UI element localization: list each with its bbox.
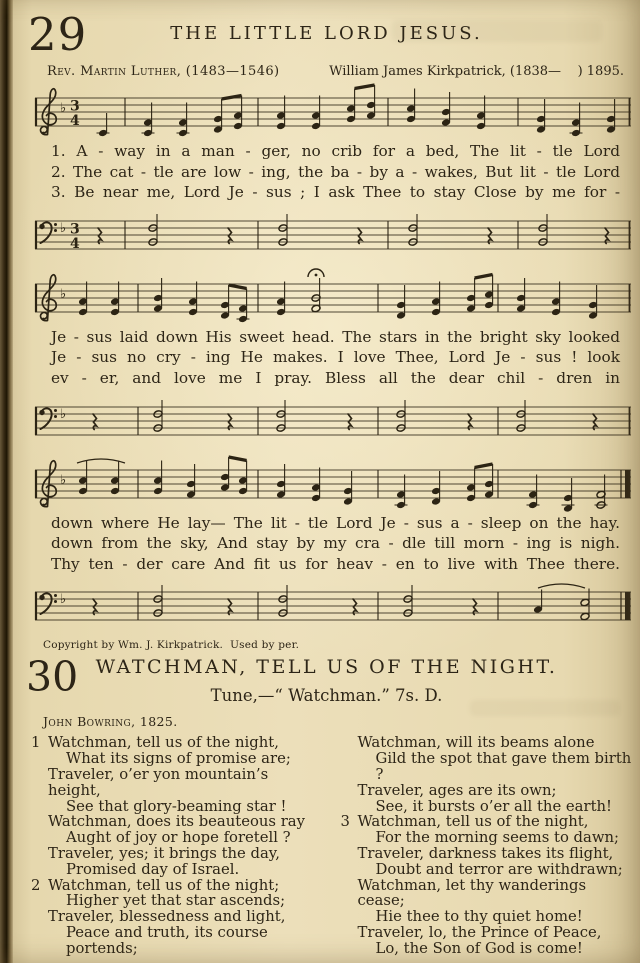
- verse-line: 3 Watchman, tell us of the night,: [340, 813, 589, 831]
- hymn-30-number: 30: [26, 653, 79, 702]
- bass-staff-system-2: [33, 391, 633, 445]
- treble-staff-system-1: [33, 82, 633, 140]
- music-system-1: [13, 82, 640, 259]
- book-binding-edge: [0, 0, 13, 963]
- hymn-29-number: 29: [28, 8, 88, 61]
- lyric-line: Je - sus laid down His sweet head. The stars in the bright sky looked: [51, 327, 620, 346]
- verse-line: Peace and truth, its course portends;: [66, 923, 268, 957]
- verse-line: Higher yet that star ascends;: [66, 892, 286, 910]
- verse-line: Aught of joy or hope foretell ?: [66, 829, 291, 847]
- verse-line: For the morning seems to dawn;: [375, 829, 620, 847]
- lyric-line: 1. A - way in a man - ger, no crib for a bed, The lit - tle Lord: [51, 142, 620, 160]
- svg-text:♭: ♭: [60, 406, 67, 422]
- verse-line: Hie thee to thy quiet home!: [375, 908, 583, 926]
- verse-line: Traveler, yes; it brings the day,: [48, 844, 280, 862]
- verse-column-left: [27, 735, 325, 956]
- hymn-30-title: WATCHMAN, TELL US OF THE NIGHT.: [95, 656, 558, 679]
- lyric-line: 3. Be near me, Lord Je - sus ; I ask Thee to stay Close by me for -: [51, 183, 620, 202]
- bass-staff-system-1: [33, 205, 633, 259]
- hymn-29-composer: William James Kirkpatrick, (1838— ) 1895.: [329, 64, 624, 79]
- svg-text:3: 3: [70, 98, 80, 115]
- verse-line: Traveler, ages are its own;: [357, 781, 557, 799]
- lyrics-system-1: [51, 141, 620, 203]
- lyrics-system-2: [51, 327, 620, 389]
- verse-line: Promised day of Israel.: [66, 860, 240, 878]
- verse-line: See that glory-beaming star !: [66, 797, 287, 815]
- verse-line: 1 Watchman, tell us of the night,: [31, 734, 279, 752]
- verse-line: Traveler, darkness takes its flight,: [357, 844, 614, 862]
- verse-line: Watchman, does its beauteous ray: [48, 813, 305, 831]
- music-system-3: [13, 454, 640, 631]
- lyric-line: down from the sky, And stay by my cra - dle till morn - ing is nigh.: [51, 534, 620, 553]
- hymn-30-header: [13, 653, 640, 730]
- hymn-29-header: [13, 0, 640, 82]
- verse-column-right: [337, 735, 635, 956]
- lyric-line: Je - sus no cry - ing He makes. I love Thee, Lord Je - sus ! look: [51, 348, 620, 367]
- hymn-30-author: John Bowring, 1825.: [43, 714, 178, 730]
- verse-line: Watchman, let thy wanderings cease;: [357, 876, 587, 910]
- music-system-2: [13, 268, 640, 445]
- verse-line: 2 Watchman, tell us of the night;: [31, 876, 280, 894]
- verse-number: 2: [31, 876, 41, 894]
- verse-line: Gild the spot that gave them birth ?: [375, 750, 632, 783]
- hymn-29-author: Rev. Martin Luther, (1483—1546): [47, 64, 280, 79]
- lyric-line: ev - er, and love me I pray. Bless all the dear chil - dren in: [51, 368, 620, 387]
- hymn-30-tune-line: Tune,—“ Watchman.” 7s. D.: [210, 686, 443, 706]
- verse-number: 1: [31, 734, 41, 752]
- svg-text:♭: ♭: [60, 220, 67, 236]
- hymn-30-verses: [27, 735, 634, 956]
- svg-text:4: 4: [70, 235, 80, 252]
- lyric-line: Thy ten - der care And fit us for heav - en to live with Thee there.: [51, 554, 620, 573]
- hymn-29-title: THE LITTLE LORD JESUS.: [170, 23, 483, 44]
- lyric-line: down where He lay— The lit - tle Lord Je - sus a - sleep on the hay.: [51, 513, 620, 532]
- svg-text:3: 3: [70, 221, 80, 238]
- bass-staff-system-3: [33, 576, 633, 630]
- verse-line: Doubt and terror are withdrawn;: [375, 860, 623, 878]
- verse-line: Lo, the Son of God is come!: [375, 939, 583, 957]
- verse-line: Traveler, blessedness and light,: [48, 908, 286, 926]
- verse-number: 3: [340, 813, 350, 831]
- lyrics-system-3: [51, 513, 620, 575]
- attribution-row: [47, 64, 624, 79]
- treble-staff-system-2: [33, 268, 633, 326]
- svg-text:♭: ♭: [60, 472, 67, 488]
- treble-staff-system-3: [33, 454, 633, 512]
- svg-text:♭: ♭: [60, 286, 67, 302]
- verse-line: Watchman, will its beams alone: [357, 734, 595, 752]
- svg-text:♭: ♭: [60, 592, 67, 608]
- copyright-line: Copyright by Wm. J. Kirkpatrick. Used by per.: [43, 639, 300, 652]
- lyric-line: 2. The cat - tle are low - ing, the ba - by a - wakes, But lit - tle Lord: [51, 162, 620, 181]
- verse-line: Traveler, lo, the Prince of Peace,: [357, 923, 602, 941]
- verse-line: See, it bursts o’er all the earth!: [375, 797, 612, 815]
- verse-line: What its signs of promise are;: [66, 750, 291, 768]
- svg-text:♭: ♭: [60, 101, 67, 116]
- hymnal-page: [13, 0, 640, 963]
- svg-text:4: 4: [70, 113, 80, 129]
- verse-line: Traveler, o’er yon mountain’s height,: [48, 765, 269, 799]
